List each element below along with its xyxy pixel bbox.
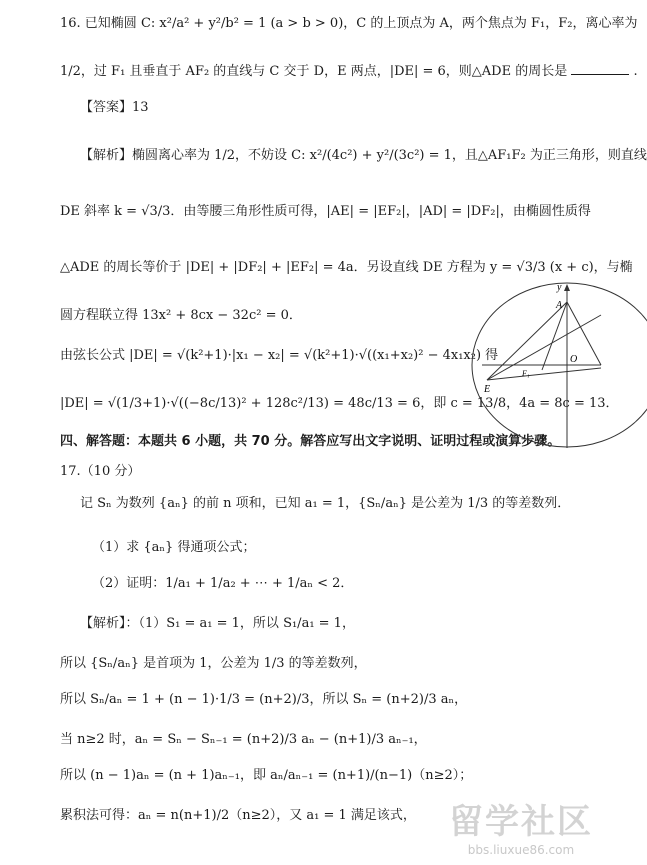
problem-17-number: 17.（10 分）: [60, 464, 141, 479]
label-y: y: [557, 282, 562, 293]
solution-16-line-2: DE 斜率 k = √3/3．由等腰三角形性质可得，|AE| = |EF₂|，|AD| = |DF₂|，由椭圆性质得: [60, 204, 591, 219]
problem-17-part-1: （1）求 {aₙ} 得通项公式；: [92, 540, 256, 555]
solution-16-line-5: 由弦长公式 |DE| = √(k²+1)·|x₁ − x₂| = √(k²+1)·√((x₁+x₂)² − 4x₁x₂) 得: [60, 348, 499, 363]
solution-17-line-6: 累积法可得：aₙ = n(n+1)/2（n≥2），又 a₁ = 1 满足该式，: [60, 808, 416, 823]
solution-17-line-4: 当 n≥2 时，aₙ = Sₙ − Sₙ₋₁ = (n+2)/3 aₙ − (n+1)/3 aₙ₋₁，: [60, 732, 427, 747]
label-a: A: [556, 300, 563, 311]
problem-16-line-2: [60, 62, 638, 82]
label-e: E: [484, 384, 491, 395]
problem-16-line-2-text: 1/2，过 F₁ 且垂直于 AF₂ 的直线与 C 交于 D，E 两点，|DE| = 6，则△ADE 的周长是: [60, 64, 568, 79]
solution-16-line-4: 圆方程联立得 13x² + 8cx − 32c² = 0．: [60, 308, 302, 323]
solution-17-line-5: 所以 (n − 1)aₙ = (n + 1)aₙ₋₁，即 aₙ/aₙ₋₁ = (n+1)/(n−1)（n≥2）；: [60, 768, 473, 783]
label-f1: F₁: [522, 369, 530, 378]
answer-blank: [571, 62, 629, 75]
solution-16-line-1: 【解析】椭圆离心率为 1/2，不妨设 C: x²/(4c²) + y²/(3c²) = 1，且△AF₁F₂ 为正三角形，则直线: [80, 148, 647, 163]
problem-16-line-2-end: .: [633, 64, 638, 79]
solution-17-line-2: 所以 {Sₙ/aₙ} 是首项为 1，公差为 1/3 的等差数列，: [60, 656, 367, 671]
problem-16-line-1: 16. 已知椭圆 C: x²/a² + y²/b² = 1 (a > b > 0)，C 的上顶点为 A，两个焦点为 F₁，F₂，离心率为: [60, 16, 638, 31]
solution-17-line-3: 所以 Sₙ/aₙ = 1 + (n − 1)·1/3 = (n+2)/3，所以 Sₙ = (n+2)/3 aₙ，: [60, 692, 468, 707]
watermark: [449, 794, 593, 857]
y-axis-arrow-icon: [564, 284, 570, 291]
problem-17-part-2: （2）证明：1/a₁ + 1/a₂ + ⋯ + 1/aₙ < 2．: [92, 576, 354, 591]
solution-17-line-1: 【解析】：（1）S₁ = a₁ = 1，所以 S₁/a₁ = 1，: [80, 616, 355, 631]
solution-16-line-6: |DE| = √(1/3+1)·√((−8c/13)² + 128c²/13) = 48c/13 = 6，即 c = 13/8，4a = 8c = 13．: [60, 396, 619, 411]
label-o: O: [570, 354, 578, 365]
watermark-url: bbs.liuxue86.com: [467, 843, 575, 857]
problem-17-statement: 记 Sₙ 为数列 {aₙ} 的前 n 项和，已知 a₁ = 1，{Sₙ/aₙ} 是公差为 1/3 的等差数列．: [80, 496, 571, 511]
solution-16-line-3: △ADE 的周长等价于 |DE| + |DF₂| + |EF₂| = 4a．另设直线 DE 方程为 y = √3/3 (x + c)，与椭: [60, 260, 633, 275]
answer-line: 【答案】13: [80, 100, 149, 115]
ellipse-figure: [482, 280, 601, 450]
section-4-heading: 四、解答题：本题共 6 小题，共 70 分。解答应写出文字说明、证明过程或演算步骤。: [60, 434, 561, 449]
watermark-title: 留学社区: [449, 802, 593, 842]
